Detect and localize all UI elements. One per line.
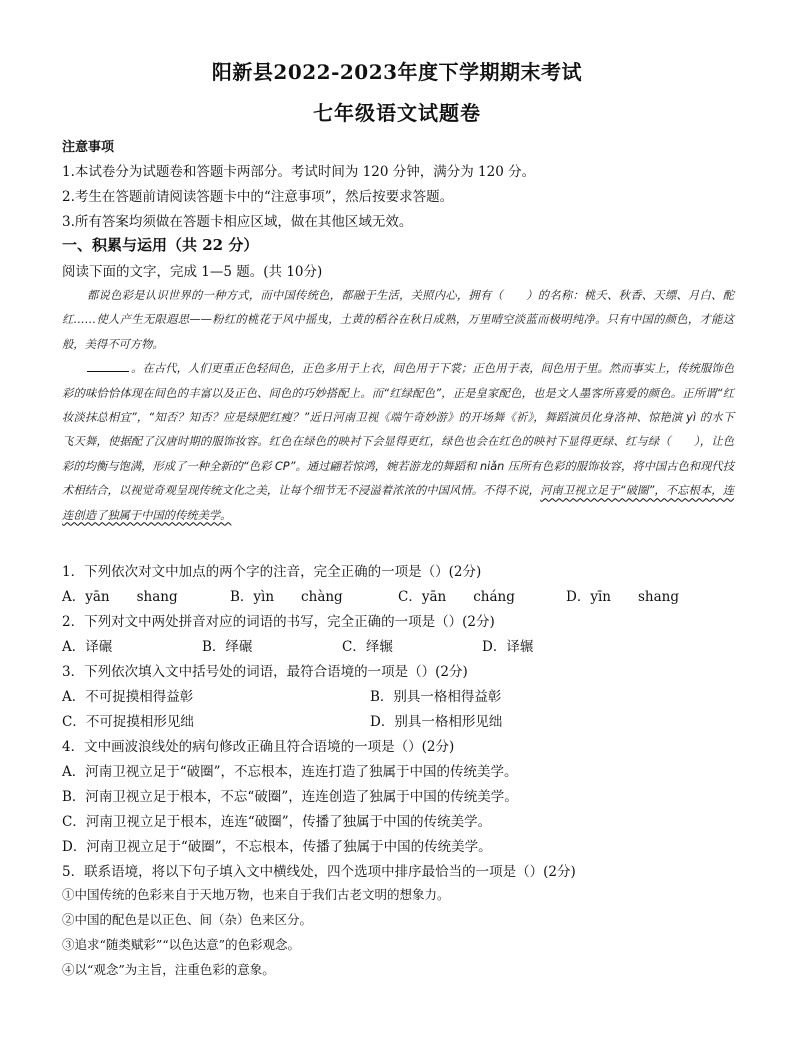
note-item-2: 2.考生在答题前请阅读答题卡中的“注意事项”，然后按要求答题。 <box>62 189 454 205</box>
exam-title: 阳新县2022-2023年度下学期期末考试 <box>211 60 583 84</box>
q5-sentence-3: ③追求“随类赋彩”“以色达意”的色彩观念。 <box>62 937 301 952</box>
reading-intro: 阅读下面的文字，完成 1—5 题。(共 10分) <box>62 264 323 280</box>
q4-option-a: A．河南卫视立足于“破圈”，不忘根本，连连打造了独属于中国的传统美学。 <box>62 764 518 780</box>
passage-paragraph-2 <box>62 357 734 528</box>
reading-passage <box>62 284 734 528</box>
q1-option-b: B．yìn chàng <box>230 589 343 605</box>
q5-sentence-1: ①中国传统的色彩来自于天地万物，也来自于我们古老文明的想象力。 <box>62 887 450 902</box>
section-heading: 一、积累与运用（共 22 分） <box>62 236 259 254</box>
q3-option-d: D．别具一格相形见绌 <box>370 714 503 730</box>
question-1-stem: 1．下列依次对文中加点的两个字的注音，完全正确的一项是（）(2分) <box>62 564 482 580</box>
q4-option-b: B．河南卫视立足于根本，不忘“破圈”，连连创造了独属于中国的传统美学。 <box>62 789 518 805</box>
q1-option-c: C．yān cháng <box>398 589 515 605</box>
q4-option-c: C．河南卫视立足于根本，连连“破圈”，传播了独属于中国的传统美学。 <box>62 814 492 830</box>
q2-option-a: A．译碾 <box>62 639 113 655</box>
exam-subtitle: 七年级语文试题卷 <box>313 101 481 125</box>
q5-sentence-2: ②中国的配色是以正色、间（杂）色来区分。 <box>62 912 313 927</box>
note-item-1: 1.本试卷分为试题卷和答题卡两部分。考试时间为 120 分钟，满分为 120 分。 <box>62 164 536 180</box>
q1-option-a: A．yān shang <box>62 589 178 605</box>
q1-option-d: D．yīn shang <box>566 589 679 605</box>
q5-sentence-4: ④以“观念”为主旨，注重色彩的意象。 <box>62 962 275 977</box>
fill-blank <box>87 359 129 372</box>
passage-paragraph-2-text: 。在古代，人们更重正色轻间色，正色多用于上衣，间色用于下裳；正色用于表，间色用于里。然而事实上，传统服饰色彩的味恰恰体现在间色的丰富以及正色、间色的巧妙搭配上。而“红绿配色”，正是皇家配色，也是文人墨客所喜爱的颜色。正所谓“红妆淡抹总相宜”，“知否？知否？应是绿肥红瘦？”近日河南卫视《端午奇妙游》的开场舞《祈》，舞蹈演员化身洛神、惊艳演 yì 的水下飞天舞，使据配了汉唐时期的服饰妆容。红色在绿色的映衬下会显得更红，绿色也会在红色的映衬下显得更绿、红与绿（ ），让色彩的均衡与饱满，形成了一种全新的“色彩 CP”。通过翩若惊鸿，婉若游龙的舞蹈和 niǎn 压所有色彩的服饰妆容，将中国古色和现代技术相结合，以视觉奇观呈现传统文化之美，让每个细节无不浸溢着浓浓的中国风情。不得不说， <box>62 362 734 498</box>
q4-option-d: D．河南卫视立足于“破圈”，不忘根本，传播了独属于中国的传统美学。 <box>62 839 492 855</box>
question-2-stem: 2．下列对文中两处拼音对应的词语的书写，完全正确的一项是（）(2分) <box>62 614 495 630</box>
question-5-stem: 5．联系语境，将以下句子填入文中横线处，四个选项中排序最恰当的一项是（）(2分) <box>62 864 576 880</box>
question-3-stem: 3．下列依次填入文中括号处的词语，最符合语境的一项是（）(2分) <box>62 664 468 680</box>
q2-option-b: B．绎碾 <box>202 639 253 655</box>
q2-option-d: D．译辗 <box>482 639 534 655</box>
q2-option-c: C．绎辗 <box>342 639 393 655</box>
notes-heading: 注意事项 <box>62 140 115 155</box>
wavy-underlined-sentence: 河南卫视立足于“破圈”，不忘根本，连连创造了独属于中国的传统美学。 <box>62 484 734 522</box>
q3-option-a: A．不可捉摸相得益彰 <box>62 689 194 705</box>
question-4-stem: 4．文中画波浪线处的病句修改正确且符合语境的一项是（）(2分) <box>62 739 455 755</box>
q3-option-c: C．不可捉摸相形见绌 <box>62 714 194 730</box>
q3-option-b: B．别具一格相得益彰 <box>370 689 502 705</box>
passage-paragraph-1: 都说色彩是认识世界的一种方式，而中国传统色，都融于生活，关照内心，拥有（ ）的名称：桃夭、秋香、天缥、月白、酡红……使人产生无限遐思——粉红的桃花于风中摇曳，土黄的稻谷在秋日成熟，万里晴空淡蓝而极明纯净。只有中国的颜色，才能这般，美得不可方物。 <box>62 289 734 351</box>
note-item-3: 3.所有答案均须做在答题卡相应区域，做在其他区域无效。 <box>62 214 413 230</box>
